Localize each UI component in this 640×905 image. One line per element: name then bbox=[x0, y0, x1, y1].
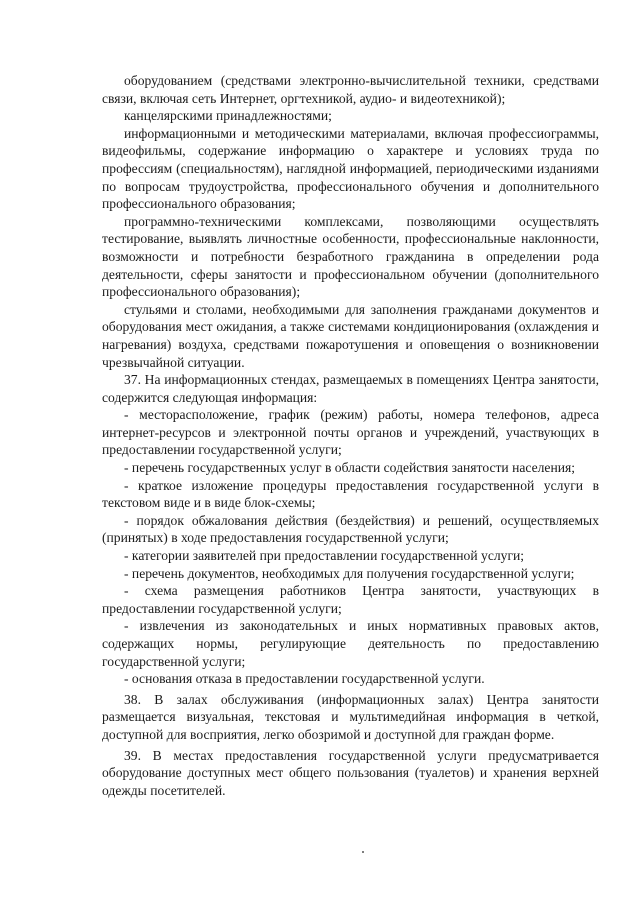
list-item-refusal-grounds: - основания отказа в предоставлении государственной услуги. bbox=[124, 671, 485, 687]
list-item-services-list: - перечень государственных услуг в области содействия занятости населения; bbox=[124, 460, 576, 476]
paragraph-software-complexes: программно-техническими комплексами, позволяющими осуществлять тестирование, выявлять личностные особенности, профессиональные наклонности, возможности и потребности безработного гражданина в определении рода деятельности, сферы занятости и профессиональном обучении (дополнительного профессионального образования); bbox=[102, 213, 599, 300]
list-item-appeal: - порядок обжалования действия (бездействия) и решений, осуществляемых (принятых) в ходе предоставления государственной услуги; bbox=[102, 512, 599, 546]
scan-speck bbox=[362, 851, 364, 853]
paragraph-chairs-tables: стульями и столами, необходимыми для заполнения гражданами документов и оборудования мест ожидания, а также системами кондиционирования (охлаждения и нагревания) воздуха, средствами пожаротушения и оповещения о возникновении чрезвычайной ситуации. bbox=[102, 301, 599, 370]
list-item-location: - месторасположение, график (режим) работы, номера телефонов, адреса интернет-ресурсов и электронной почты органов и учреждений, участвующих в предоставлении государственной услуги; bbox=[102, 407, 599, 458]
paragraph-info-materials: информационными и методическими материалами, включая профессиограммы, видеофильмы, содержание информацию о характере и условиях труда по профессиям (специальностям), наглядной информацией, периодическими изданиями по вопросам трудоустройства, профессионального обучения и дополнительного профессионального образования; bbox=[102, 125, 599, 212]
list-item-documents: - перечень документов, необходимых для получения государственной услуги; bbox=[124, 565, 575, 581]
list-item-staff-layout: - схема размещения работников Центра занятости, участвующих в предоставлении государственной услуги; bbox=[102, 583, 599, 616]
paragraph-equipment: оборудованием (средствами электронно-вычислительной техники, средствами связи, включая сеть Интернет, оргтехникой, аудио- и видеотехникой); bbox=[102, 73, 599, 106]
paragraph-section-39: 39. В местах предоставления государственной услуги предусматривается оборудование доступных мест общего пользования (туалетов) и хранения верхней одежды посетителей. bbox=[102, 747, 599, 798]
document-body bbox=[102, 72, 599, 799]
paragraph-stationery: канцелярскими принадлежностями; bbox=[124, 108, 332, 124]
list-item-applicants: - категории заявителей при предоставлении государственной услуги; bbox=[124, 548, 525, 564]
list-item-legal-extracts: - извлечения из законодательных и иных нормативных правовых актов, содержащих нормы, регулирующие деятельность по предоставлению государственной услуги; bbox=[102, 618, 599, 669]
paragraph-section-38: 38. В залах обслуживания (информационных залах) Центра занятости размещается визуальная, текстовая и мультимедийная информация в четкой, доступной для восприятия, легко обозримой и доступной для граждан форме. bbox=[102, 691, 599, 742]
list-item-procedure: - краткое изложение процедуры предоставления государственной услуги в текстовом виде и в виде блок-схемы; bbox=[102, 477, 599, 511]
paragraph-section-37: 37. На информационных стендах, размещаемых в помещениях Центра занятости, содержится следующая информация: bbox=[102, 372, 599, 405]
